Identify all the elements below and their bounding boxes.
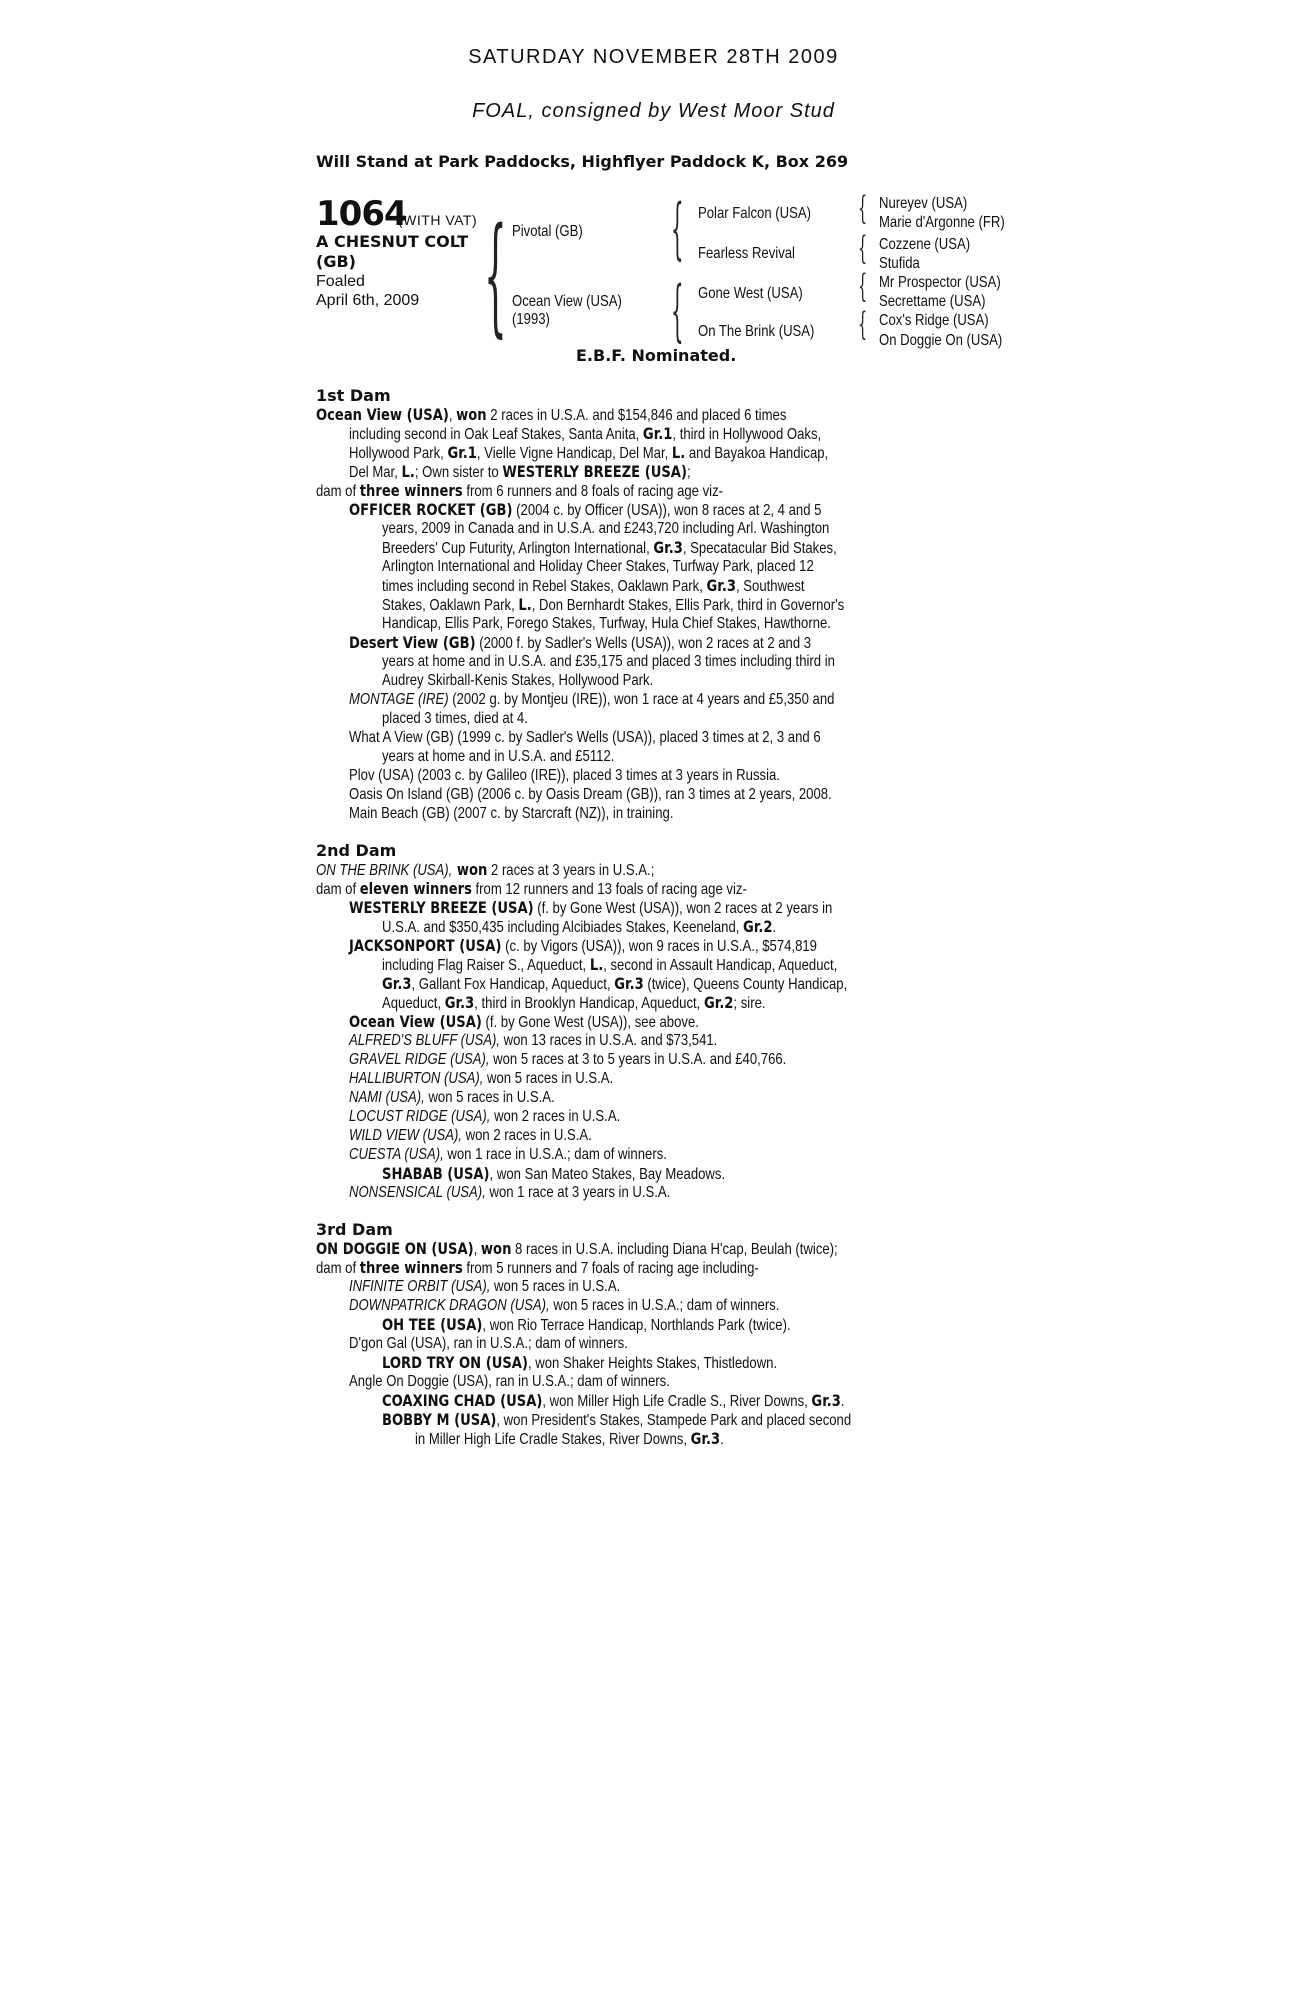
progeny-entry-cont: years at home and in U.S.A. and £35,175 and placed 3 times including third in — [382, 653, 835, 670]
pedigree-dsd: Secrettame (USA) — [879, 293, 986, 310]
progeny-entry-cont: Breeders' Cup Futurity, Arlington International, Gr.3, Specatacular Bid Stakes, — [382, 538, 837, 557]
progeny-entry-cont: Arlington International and Holiday Cheer Stakes, Turfway Park, placed 12 — [382, 558, 814, 575]
progeny-entry: GRAVEL RIDGE (USA), won 5 races at 3 to 5 years in U.S.A. and £40,766. — [349, 1051, 787, 1068]
progeny-entry: ALFRED'S BLUFF (USA), won 13 races in U.S.A. and $73,541. — [349, 1032, 718, 1049]
pedigree-brace-ss: { — [858, 189, 868, 227]
progeny-entry: WESTERLY BREEZE (USA) (f. by Gone West (USA)), won 2 races at 2 years in — [349, 898, 833, 917]
progeny-entry: SHABAB (USA), won San Mateo Stakes, Bay Meadows. — [382, 1164, 726, 1183]
progeny-entry: OFFICER ROCKET (GB) (2004 c. by Officer (USA)), won 8 races at 2, 4 and 5 — [349, 500, 822, 519]
progeny-entry: LOCUST RIDGE (USA), won 2 races in U.S.A. — [349, 1108, 621, 1125]
pedigree-sire: Pivotal (GB) — [512, 223, 583, 240]
progeny-entry: NAMI (USA), won 5 races in U.S.A. — [349, 1089, 555, 1106]
first-dam-line: Hollywood Park, Gr.1, Vielle Vigne Handicap, Del Mar, L. and Bayakoa Handicap, — [349, 443, 829, 462]
progeny-entry: NONSENSICAL (USA), won 1 race at 3 years in U.S.A. — [349, 1184, 671, 1201]
lot-description-line-2: (GB) — [316, 252, 356, 271]
first-dam-line: Ocean View (USA), won 2 races in U.S.A. and $154,846 and placed 6 times — [316, 405, 787, 424]
progeny-entry: Ocean View (USA) (f. by Gone West (USA)), see above. — [349, 1012, 699, 1031]
progeny-entry-cont: in Miller High Life Cradle Stakes, River Downs, Gr.3. — [415, 1429, 724, 1448]
second-dam-line: dam of eleven winners from 12 runners and 13 foals of racing age viz- — [316, 879, 747, 898]
progeny-entry: Desert View (GB) (2000 f. by Sadler's Wells (USA)), won 2 races at 2 and 3 — [349, 633, 812, 652]
pedigree-brace-ds: { — [858, 267, 868, 305]
stand-location: Will Stand at Park Paddocks, Highflyer Paddock K, Box 269 — [316, 152, 849, 171]
first-dam-title: 1st Dam — [316, 386, 391, 405]
progeny-entry-cont: Stakes, Oaklawn Park, L., Don Bernhardt Stakes, Ellis Park, third in Governor's — [382, 595, 845, 614]
progeny-entry: WILD VIEW (USA), won 2 races in U.S.A. — [349, 1127, 592, 1144]
third-dam-title: 3rd Dam — [316, 1220, 393, 1239]
third-dam-line: ON DOGGIE ON (USA), won 8 races in U.S.A. including Diana H'cap, Beulah (twice); — [316, 1239, 838, 1258]
pedigree-ssd: Marie d'Argonne (FR) — [879, 214, 1005, 231]
progeny-entry: What A View (GB) (1999 c. by Sadler's Wells (USA)), placed 3 times at 2, 3 and 6 — [349, 729, 821, 746]
first-dam-line: dam of three winners from 6 runners and 8 foals of racing age viz- — [316, 481, 724, 500]
pedigree-dam-dam: On The Brink (USA) — [698, 323, 815, 340]
progeny-entry: COAXING CHAD (USA), won Miller High Life Cradle S., River Downs, Gr.3. — [382, 1391, 845, 1410]
progeny-entry: Plov (USA) (2003 c. by Galileo (IRE)), placed 3 times at 3 years in Russia. — [349, 767, 780, 784]
progeny-entry: JACKSONPORT (USA) (c. by Vigors (USA)), won 9 races in U.S.A., $574,819 — [349, 936, 817, 955]
progeny-entry: D'gon Gal (USA), ran in U.S.A.; dam of winners. — [349, 1335, 628, 1352]
pedigree-dam-year: (1993) — [512, 311, 550, 328]
progeny-entry: MONTAGE (IRE) (2002 g. by Montjeu (IRE)), won 1 race at 4 years and £5,350 and — [349, 691, 835, 708]
progeny-entry-cont: Audrey Skirball-Kenis Stakes, Hollywood Park. — [382, 672, 654, 689]
first-dam-line: including second in Oak Leaf Stakes, Santa Anita, Gr.1, third in Hollywood Oaks, — [349, 424, 822, 443]
progeny-entry-cont: Handicap, Ellis Park, Forego Stakes, Turfway, Hula Chief Stakes, Hawthorne. — [382, 615, 831, 632]
lot-description-line-1: A CHESNUT COLT — [316, 232, 469, 251]
vat-note: (WITH VAT) — [398, 212, 478, 228]
pedigree-sire-sire: Polar Falcon (USA) — [698, 205, 812, 222]
sale-date: SATURDAY NOVEMBER 28TH 2009 — [468, 46, 839, 68]
pedigree-ddd: On Doggie On (USA) — [879, 332, 1003, 349]
progeny-entry-cont: including Flag Raiser S., Aqueduct, L., second in Assault Handicap, Aqueduct, — [382, 955, 838, 974]
pedigree-brace-dam: { — [671, 272, 684, 349]
progeny-entry: DOWNPATRICK DRAGON (USA), won 5 races in U.S.A.; dam of winners. — [349, 1297, 780, 1314]
pedigree-dam: Ocean View (USA) — [512, 293, 622, 310]
ebf-nominated: E.B.F. Nominated. — [576, 346, 737, 365]
pedigree-brace-dd: { — [858, 305, 868, 343]
pedigree-sire-dam: Fearless Revival — [698, 245, 795, 262]
foaled-date — [316, 272, 419, 310]
lot-number: 1064 — [316, 194, 407, 234]
progeny-entry: CUESTA (USA), won 1 race in U.S.A.; dam of winners. — [349, 1146, 667, 1163]
progeny-entry: Angle On Doggie (USA), ran in U.S.A.; dam of winners. — [349, 1373, 670, 1390]
pedigree-dss: Mr Prospector (USA) — [879, 274, 1001, 291]
second-dam-title: 2nd Dam — [316, 841, 397, 860]
pedigree-sdd: Stufida — [879, 255, 920, 272]
pedigree-brace-sire: { — [671, 190, 684, 267]
progeny-entry: BOBBY M (USA), won President's Stakes, Stampede Park and placed second — [382, 1410, 852, 1429]
progeny-entry: LORD TRY ON (USA), won Shaker Heights Stakes, Thistledown. — [382, 1353, 778, 1372]
progeny-entry: HALLIBURTON (USA), won 5 races in U.S.A. — [349, 1070, 614, 1087]
pedigree-sds: Cozzene (USA) — [879, 236, 971, 253]
progeny-entry: INFINITE ORBIT (USA), won 5 races in U.S.A. — [349, 1278, 621, 1295]
pedigree-dam-sire: Gone West (USA) — [698, 285, 803, 302]
progeny-entry: Oasis On Island (GB) (2006 c. by Oasis Dream (GB)), ran 3 times at 2 years, 2008. — [349, 786, 832, 803]
first-dam-line: Del Mar, L.; Own sister to WESTERLY BREEZE (USA); — [349, 462, 691, 481]
progeny-entry-cont: Aqueduct, Gr.3, third in Brooklyn Handicap, Aqueduct, Gr.2; sire. — [382, 993, 766, 1012]
progeny-entry-cont: years, 2009 in Canada and in U.S.A. and £243,720 including Arl. Washington — [382, 520, 830, 537]
progeny-entry-cont: placed 3 times, died at 4. — [382, 710, 528, 727]
progeny-entry: Main Beach (GB) (2007 c. by Starcraft (NZ)), in training. — [349, 805, 674, 822]
pedigree-brace-main: { — [484, 201, 507, 350]
pedigree-brace-sd: { — [858, 229, 868, 267]
second-dam-line: ON THE BRINK (USA), won 2 races at 3 years in U.S.A.; — [316, 860, 655, 879]
progeny-entry-cont: U.S.A. and $350,435 including Alcibiades Stakes, Keeneland, Gr.2. — [382, 917, 777, 936]
consignment-line: FOAL, consigned by West Moor Stud — [472, 100, 835, 122]
foaled-label: Foaled — [316, 273, 365, 290]
progeny-entry: OH TEE (USA), won Rio Terrace Handicap, Northlands Park (twice). — [382, 1315, 791, 1334]
progeny-entry-cont: years at home and in U.S.A. and £5112. — [382, 748, 615, 765]
progeny-entry-cont: Gr.3, Gallant Fox Handicap, Aqueduct, Gr.3 (twice), Queens County Handicap, — [382, 974, 848, 993]
pedigree-sss: Nureyev (USA) — [879, 195, 968, 212]
lot-description — [316, 232, 468, 272]
third-dam-line: dam of three winners from 5 runners and 7 foals of racing age including- — [316, 1258, 759, 1277]
foaled-value: April 6th, 2009 — [316, 292, 420, 309]
progeny-entry-cont: times including second in Rebel Stakes, Oaklawn Park, Gr.3, Southwest — [382, 576, 805, 595]
pedigree-dds: Cox's Ridge (USA) — [879, 312, 989, 329]
